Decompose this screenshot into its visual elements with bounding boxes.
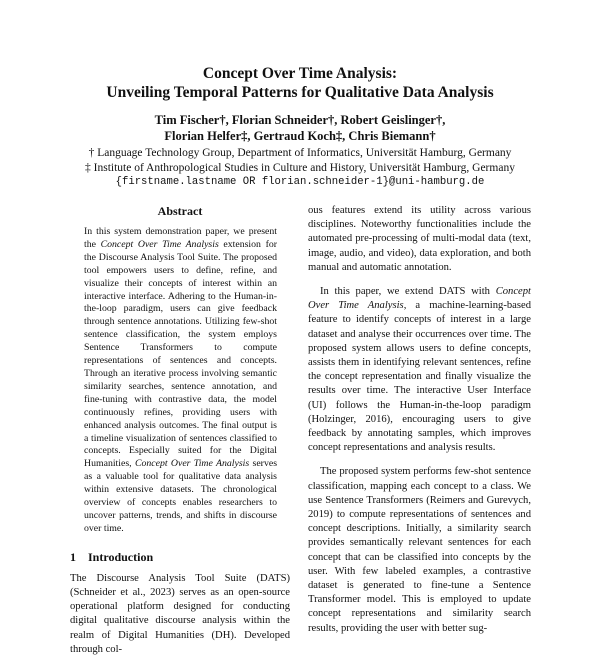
abstract-italic-1: Concept Over Time Analysis [100,238,219,250]
right-p2-part-a: In this paper, we extend DATS with [320,286,496,298]
section-title: Introduction [88,549,154,564]
abstract-italic-2: Concept Over Time Analysis [134,458,250,470]
affiliation-1: † Language Technology Group, Department of Informatics, Universität Hamburg, Germany [88,147,512,159]
right-column [308,204,531,646]
author-email: {firstname.lastname OR florian.schneider-1}@uni-hamburg.de [115,176,485,188]
affiliation-2: ‡ Institute of Anthropological Studies in Culture and History, Universität Hamburg, Germany [85,161,515,174]
right-paragraph-3: The proposed system performs few-shot sentence classification, mapping each concept to a class. We use Sentence Transformers (Reimers and Gurevych, 2019) to compute representations of sentences and concept descriptions. Initially, a similarity search provides semantically relevant sentences for each concept that can be classified into concepts by the user. With few labeled examples, a contrastive dataset is generated to fine-tune a Sentence Transformer model. This is employed to update concept representations and similarity search results, providing the user with better sug- [308,466,531,634]
introduction-text: The Discourse Analysis Tool Suite (DATS) (Schneider et al., 2023) serves as an open-source operational platform designed for conducting digital qualitative discourse analysis within the realm of Digital Humanities (DH). Developed through col- [70,572,290,655]
title-line-1: Concept Over Time Analysis: [202,65,398,82]
abstract-part-3: serves as a valuable tool for qualitative data analysis within extensive datasets. The chronological overview of concepts enables researchers to uncover patterns, trends, and shifts in discourse over time. [84,458,278,534]
right-paragraph-1: ous features extend its utility across various disciplines. Noteworthy functionalities include the automated pre-processing of multi-modal data (text, image, audio, and video), data exploration, and both manual and automatic annotation. [308,205,531,273]
right-p2-part-b: , a machine-learning-based feature to identify concepts of interest in a large dataset and analyse their occurrences over time. The proposed system allows users to define concepts, assists them in identifying relevant sentences, refine the concept representation and finally visualize the results over time. The interactive User Interface (UI) follows the Human-in-the-loop paradigm (Holzinger, 2016), encouraging users to give feedback by annotating samples, which improves concept representations and analysis results. [308,300,531,454]
affiliations [0,146,600,190]
abstract-heading: Abstract [157,204,203,218]
title-line-2: Unveiling Temporal Patterns for Qualitative Data Analysis [106,84,494,101]
author-list [0,112,600,144]
right-paragraph-2 [308,285,531,455]
abstract-part-1: In this system demonstration paper, we present the [84,226,277,250]
authors-line-2: Florian Helfer‡, Gertraud Koch‡, Chris Biemann† [164,129,436,143]
abstract-part-2: extension for the Discourse Analysis Tool Suite. The proposed tool empowers users to define, refine, and visualize their concepts of interest within an interactive interface. Adhering to the Human-in-the-loop paradigm, users can give feedback through sentence annotations. Utilizing few-shot sentence classification, the system employs Sentence Transformers to compute representations of sentences and concepts. Through an iterative process involving semantic similarity searches, sentence annotation, and fine-tuning with contrastive data, the model continuously refines, providing users with enhanced analysis outcomes. The final output is a timeline visualization of sentences classified to concepts. Especially suited for the Digital Humanities, [84,238,277,470]
paper-title [0,64,600,102]
left-column [70,204,290,657]
section-number: 1 [70,549,76,564]
right-p2-italic: Concept Over Time Analysis [308,286,531,312]
introduction-heading [70,550,290,564]
authors-line-1: Tim Fischer†, Florian Schneider†, Robert Geislinger†, [154,113,446,127]
abstract-text [84,226,277,536]
